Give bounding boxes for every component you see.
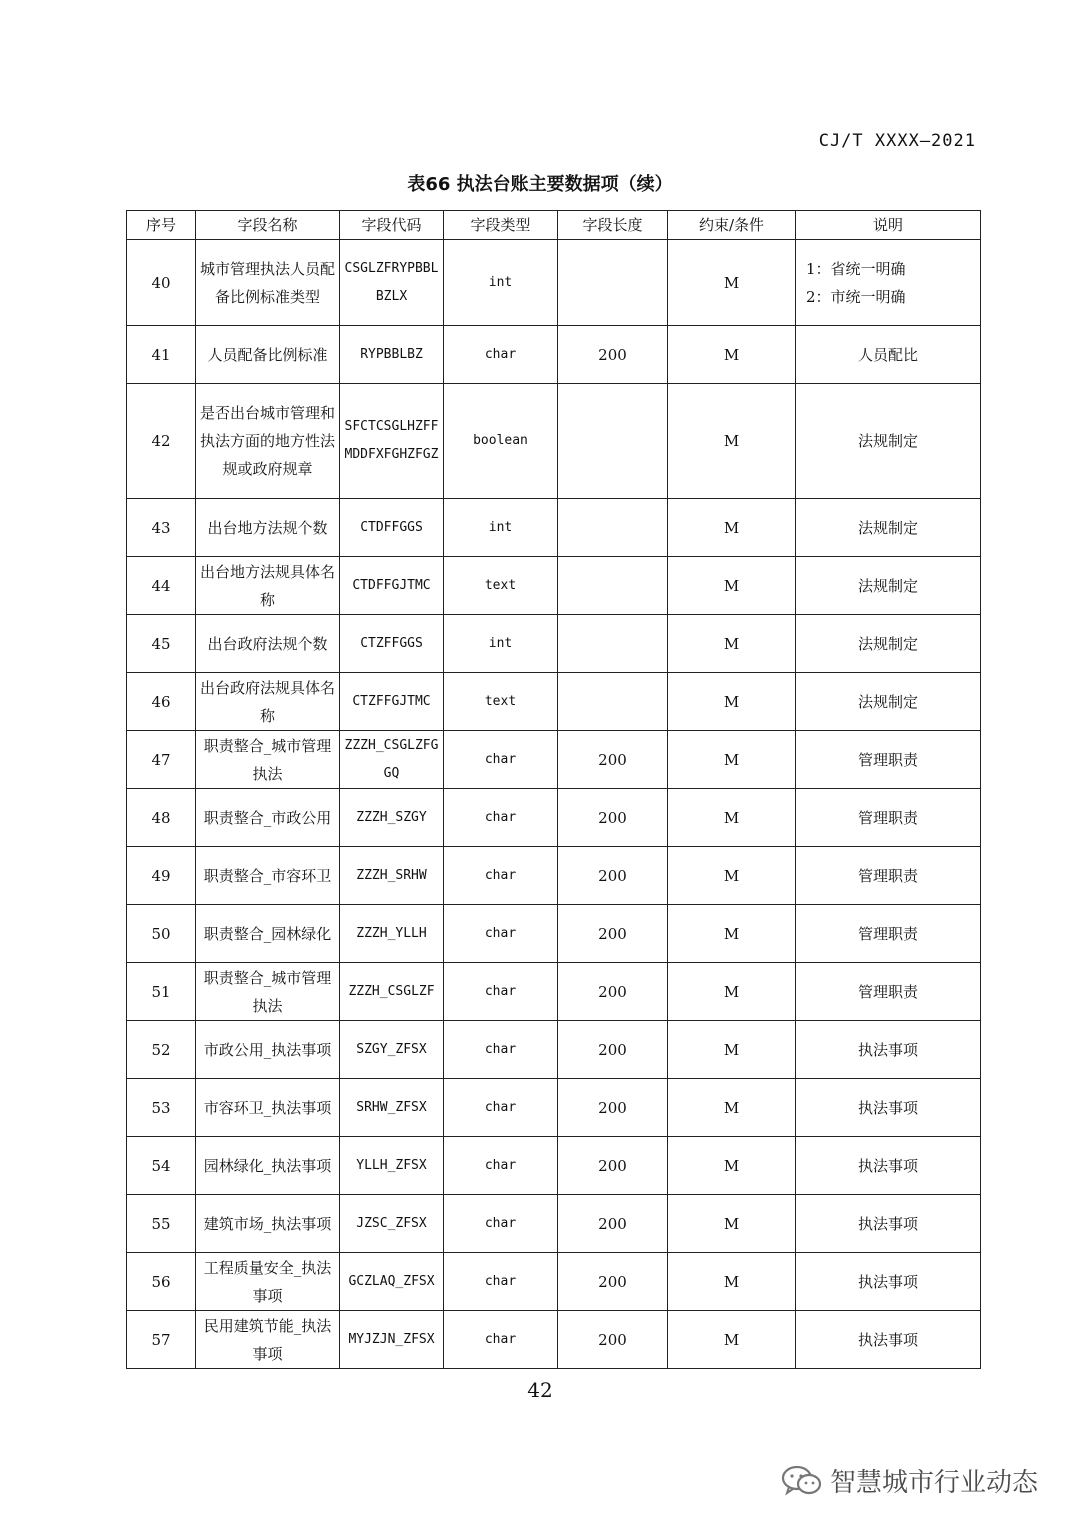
cell-code: RYPBBLBZ bbox=[340, 326, 444, 384]
cell-desc bbox=[796, 1195, 981, 1253]
table-row bbox=[127, 1137, 981, 1195]
desc-line: 管理职责 bbox=[857, 866, 918, 885]
cell-no: 47 bbox=[127, 731, 196, 789]
column-header: 字段名称 bbox=[196, 211, 340, 240]
cell-code: ZZZH_CSGLZF bbox=[340, 963, 444, 1021]
table-row bbox=[127, 905, 981, 963]
cell-type: int bbox=[444, 240, 558, 326]
cell-type: text bbox=[444, 673, 558, 731]
cell-type: char bbox=[444, 847, 558, 905]
table-row bbox=[127, 1079, 981, 1137]
cell-type: char bbox=[444, 1021, 558, 1079]
desc-line: 执法事项 bbox=[857, 1272, 918, 1291]
desc-line: 2：市统一明确 bbox=[806, 287, 906, 306]
desc-line: 法规制定 bbox=[857, 634, 918, 653]
cell-constraint: M bbox=[668, 499, 796, 557]
cell-code: ZZZH_SRHW bbox=[340, 847, 444, 905]
cell-constraint: M bbox=[668, 731, 796, 789]
cell-no: 49 bbox=[127, 847, 196, 905]
cell-name: 城市管理执法人员配备比例标准类型 bbox=[196, 240, 340, 326]
cell-code: JZSC_ZFSX bbox=[340, 1195, 444, 1253]
cell-name: 出台地方法规个数 bbox=[196, 499, 340, 557]
cell-code: SZGY_ZFSX bbox=[340, 1021, 444, 1079]
cell-desc bbox=[796, 673, 981, 731]
cell-no: 46 bbox=[127, 673, 196, 731]
cell-length: 200 bbox=[558, 1079, 668, 1137]
desc-line: 执法事项 bbox=[857, 1040, 918, 1059]
cell-length bbox=[558, 384, 668, 499]
page-number: 42 bbox=[527, 1378, 553, 1402]
watermark bbox=[780, 1462, 1038, 1499]
desc-line: 管理职责 bbox=[857, 982, 918, 1001]
table-row bbox=[127, 1195, 981, 1253]
cell-no: 55 bbox=[127, 1195, 196, 1253]
table-row bbox=[127, 963, 981, 1021]
cell-desc bbox=[796, 615, 981, 673]
table-row bbox=[127, 499, 981, 557]
cell-type: char bbox=[444, 789, 558, 847]
cell-type: char bbox=[444, 963, 558, 1021]
cell-constraint: M bbox=[668, 384, 796, 499]
cell-length bbox=[558, 499, 668, 557]
cell-no: 48 bbox=[127, 789, 196, 847]
cell-desc bbox=[796, 1079, 981, 1137]
cell-constraint: M bbox=[668, 1021, 796, 1079]
table-row bbox=[127, 847, 981, 905]
cell-name: 出台地方法规具体名称 bbox=[196, 557, 340, 615]
cell-length: 200 bbox=[558, 731, 668, 789]
cell-name: 职责整合_市政公用 bbox=[196, 789, 340, 847]
table-row bbox=[127, 789, 981, 847]
cell-desc bbox=[796, 905, 981, 963]
cell-type: boolean bbox=[444, 384, 558, 499]
column-header: 字段长度 bbox=[558, 211, 668, 240]
column-header: 字段代码 bbox=[340, 211, 444, 240]
desc-line: 执法事项 bbox=[857, 1330, 918, 1349]
cell-desc bbox=[796, 326, 981, 384]
cell-length bbox=[558, 557, 668, 615]
cell-code: SRHW_ZFSX bbox=[340, 1079, 444, 1137]
desc-line: 法规制定 bbox=[857, 576, 918, 595]
cell-no: 57 bbox=[127, 1311, 196, 1369]
cell-length: 200 bbox=[558, 326, 668, 384]
desc-line: 管理职责 bbox=[857, 808, 918, 827]
cell-length bbox=[558, 615, 668, 673]
table-row bbox=[127, 1311, 981, 1369]
cell-name: 工程质量安全_执法事项 bbox=[196, 1253, 340, 1311]
cell-no: 45 bbox=[127, 615, 196, 673]
cell-name: 职责整合_园林绿化 bbox=[196, 905, 340, 963]
cell-length: 200 bbox=[558, 1021, 668, 1079]
cell-length bbox=[558, 673, 668, 731]
cell-no: 43 bbox=[127, 499, 196, 557]
cell-desc bbox=[796, 731, 981, 789]
desc-line: 管理职责 bbox=[857, 750, 918, 769]
cell-desc bbox=[796, 1311, 981, 1369]
cell-name: 市政公用_执法事项 bbox=[196, 1021, 340, 1079]
cell-name: 是否出台城市管理和执法方面的地方性法规或政府规章 bbox=[196, 384, 340, 499]
cell-desc bbox=[796, 789, 981, 847]
cell-type: char bbox=[444, 1311, 558, 1369]
cell-type: char bbox=[444, 731, 558, 789]
cell-no: 53 bbox=[127, 1079, 196, 1137]
cell-type: char bbox=[444, 1195, 558, 1253]
cell-length: 200 bbox=[558, 1195, 668, 1253]
cell-name: 职责整合_市容环卫 bbox=[196, 847, 340, 905]
cell-no: 52 bbox=[127, 1021, 196, 1079]
cell-code: GCZLAQ_ZFSX bbox=[340, 1253, 444, 1311]
table-row bbox=[127, 615, 981, 673]
cell-code: ZZZH_CSGLZFGGQ bbox=[340, 731, 444, 789]
cell-no: 56 bbox=[127, 1253, 196, 1311]
cell-constraint: M bbox=[668, 1311, 796, 1369]
cell-code: MYJZJN_ZFSX bbox=[340, 1311, 444, 1369]
table-row bbox=[127, 240, 981, 326]
desc-line: 1：省统一明确 bbox=[806, 259, 906, 278]
table-title: 表66 执法台账主要数据项（续） bbox=[407, 174, 673, 195]
table-row bbox=[127, 731, 981, 789]
cell-no: 40 bbox=[127, 240, 196, 326]
cell-desc bbox=[796, 963, 981, 1021]
cell-length: 200 bbox=[558, 1311, 668, 1369]
cell-desc bbox=[796, 847, 981, 905]
cell-length: 200 bbox=[558, 789, 668, 847]
cell-type: char bbox=[444, 905, 558, 963]
cell-constraint: M bbox=[668, 963, 796, 1021]
desc-line: 执法事项 bbox=[857, 1156, 918, 1175]
desc-line: 法规制定 bbox=[857, 518, 918, 537]
desc-line: 法规制定 bbox=[857, 432, 918, 450]
cell-constraint: M bbox=[668, 905, 796, 963]
cell-type: char bbox=[444, 326, 558, 384]
cell-code: ZZZH_YLLH bbox=[340, 905, 444, 963]
cell-no: 41 bbox=[127, 326, 196, 384]
cell-no: 42 bbox=[127, 384, 196, 499]
cell-name: 园林绿化_执法事项 bbox=[196, 1137, 340, 1195]
desc-line: 执法事项 bbox=[857, 1098, 918, 1117]
table-row bbox=[127, 1021, 981, 1079]
cell-no: 54 bbox=[127, 1137, 196, 1195]
table-row bbox=[127, 673, 981, 731]
cell-type: char bbox=[444, 1137, 558, 1195]
cell-desc bbox=[796, 1137, 981, 1195]
cell-name: 建筑市场_执法事项 bbox=[196, 1195, 340, 1253]
cell-code: CTDFFGJTMC bbox=[340, 557, 444, 615]
column-header: 约束/条件 bbox=[668, 211, 796, 240]
cell-name: 出台政府法规具体名称 bbox=[196, 673, 340, 731]
cell-type: char bbox=[444, 1079, 558, 1137]
column-header: 序号 bbox=[127, 211, 196, 240]
cell-type: int bbox=[444, 615, 558, 673]
desc-line: 执法事项 bbox=[857, 1214, 918, 1233]
cell-code: SFCTCSGLHZFFMDDFXFGHZFGZ bbox=[340, 384, 444, 499]
cell-type: char bbox=[444, 1253, 558, 1311]
cell-desc bbox=[796, 240, 981, 326]
table-row bbox=[127, 1253, 981, 1311]
table-row bbox=[127, 384, 981, 499]
cell-desc bbox=[796, 1253, 981, 1311]
desc-line: 管理职责 bbox=[857, 924, 918, 943]
cell-length: 200 bbox=[558, 963, 668, 1021]
cell-constraint: M bbox=[668, 615, 796, 673]
cell-no: 44 bbox=[127, 557, 196, 615]
cell-length: 200 bbox=[558, 1137, 668, 1195]
cell-constraint: M bbox=[668, 240, 796, 326]
cell-name: 出台政府法规个数 bbox=[196, 615, 340, 673]
cell-constraint: M bbox=[668, 326, 796, 384]
cell-constraint: M bbox=[668, 557, 796, 615]
cell-code: CSGLZFRYPBBLBZLX bbox=[340, 240, 444, 326]
cell-code: YLLH_ZFSX bbox=[340, 1137, 444, 1195]
desc-line: 法规制定 bbox=[857, 692, 918, 711]
cell-no: 50 bbox=[127, 905, 196, 963]
cell-type: int bbox=[444, 499, 558, 557]
cell-length: 200 bbox=[558, 1253, 668, 1311]
cell-constraint: M bbox=[668, 1079, 796, 1137]
cell-name: 职责整合_城市管理执法 bbox=[196, 731, 340, 789]
cell-constraint: M bbox=[668, 789, 796, 847]
cell-name: 人员配备比例标准 bbox=[196, 326, 340, 384]
data-items-table bbox=[126, 210, 981, 1369]
watermark-text: 智慧城市行业动态 bbox=[830, 1468, 1039, 1498]
cell-code: CTZFFGJTMC bbox=[340, 673, 444, 731]
cell-constraint: M bbox=[668, 1137, 796, 1195]
column-header: 说明 bbox=[796, 211, 981, 240]
cell-code: CTDFFGGS bbox=[340, 499, 444, 557]
cell-name: 民用建筑节能_执法事项 bbox=[196, 1311, 340, 1369]
cell-desc bbox=[796, 499, 981, 557]
cell-constraint: M bbox=[668, 1195, 796, 1253]
standard-code: CJ/T XXXX—2021 bbox=[818, 131, 976, 151]
cell-constraint: M bbox=[668, 847, 796, 905]
cell-desc bbox=[796, 384, 981, 499]
table-row bbox=[127, 326, 981, 384]
cell-constraint: M bbox=[668, 1253, 796, 1311]
cell-constraint: M bbox=[668, 673, 796, 731]
cell-name: 职责整合_城市管理执法 bbox=[196, 963, 340, 1021]
cell-length: 200 bbox=[558, 847, 668, 905]
cell-length: 200 bbox=[558, 905, 668, 963]
cell-no: 51 bbox=[127, 963, 196, 1021]
desc-line: 人员配比 bbox=[857, 345, 918, 364]
table-header-row bbox=[127, 211, 981, 240]
table-row bbox=[127, 557, 981, 615]
cell-desc bbox=[796, 557, 981, 615]
cell-type: text bbox=[444, 557, 558, 615]
cell-desc bbox=[796, 1021, 981, 1079]
cell-code: ZZZH_SZGY bbox=[340, 789, 444, 847]
cell-length bbox=[558, 240, 668, 326]
wechat-icon bbox=[780, 1463, 824, 1499]
cell-code: CTZFFGGS bbox=[340, 615, 444, 673]
column-header: 字段类型 bbox=[444, 211, 558, 240]
cell-name: 市容环卫_执法事项 bbox=[196, 1079, 340, 1137]
